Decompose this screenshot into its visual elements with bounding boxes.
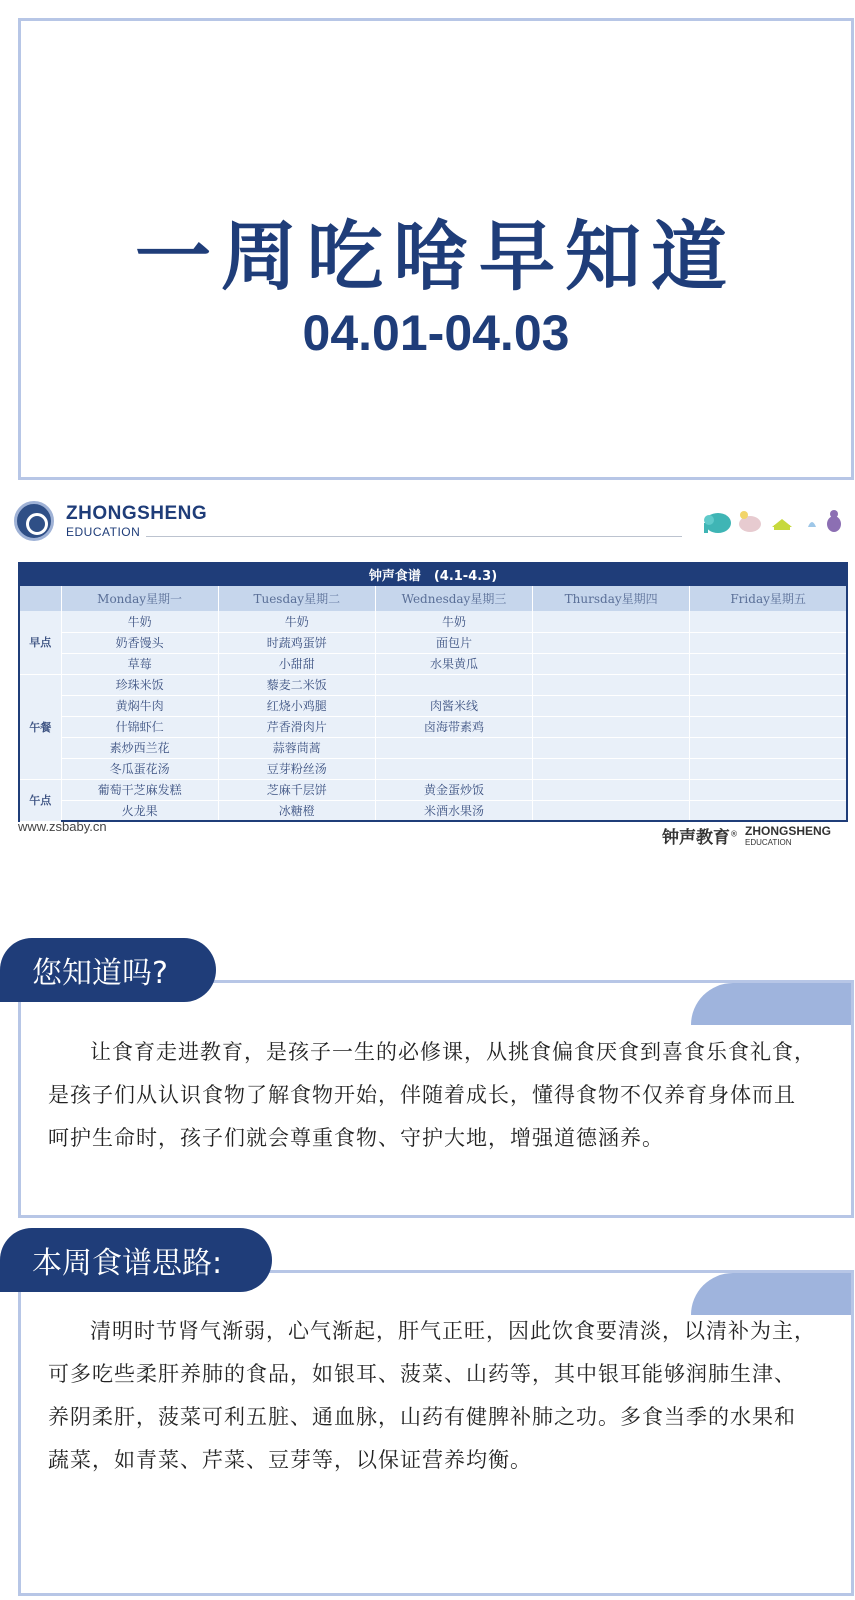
menu-cell: 水果黄瓜 xyxy=(375,653,532,674)
menu-cell: 冰糖橙 xyxy=(218,800,375,821)
menu-cell: 卤海带素鸡 xyxy=(375,716,532,737)
menu-cell: 火龙果 xyxy=(61,800,218,821)
menu-slide xyxy=(0,495,855,875)
table-row xyxy=(19,779,847,800)
menu-cell: 米酒水果汤 xyxy=(375,800,532,821)
menu-cell: 草莓 xyxy=(61,653,218,674)
did-you-know-section xyxy=(0,938,855,1223)
menu-cell xyxy=(533,737,690,758)
menu-cell: 红烧小鸡腿 xyxy=(218,695,375,716)
did-you-know-text: 让食育走进教育，是孩子一生的必修课，从挑食偏食厌食到喜食乐食礼食，是孩子们从认识食物了解食物开始，伴随着成长，懂得食物不仅养育身体而且呵护生命时，孩子们就会尊重食物、守护大地，增强道德涵养。 xyxy=(48,1040,816,1150)
section-accent xyxy=(691,983,851,1025)
table-row xyxy=(19,674,847,695)
elephant-icon xyxy=(704,513,731,533)
bird-icon xyxy=(808,522,816,527)
menu-cell xyxy=(533,611,690,632)
table-row xyxy=(19,611,847,632)
menu-cell: 牛奶 xyxy=(61,611,218,632)
footer-brand-en-name: ZHONGSHENG xyxy=(745,824,832,838)
footer-brand-en-sub: EDUCATION xyxy=(745,838,792,847)
meal-label: 午点 xyxy=(19,779,61,821)
menu-cell: 黄焖牛肉 xyxy=(61,695,218,716)
registered-mark: ® xyxy=(730,829,738,839)
animals-decoration xyxy=(700,505,850,535)
logo-emblem-icon xyxy=(14,501,54,541)
hero-card xyxy=(18,18,854,480)
menu-cell: 什锦虾仁 xyxy=(61,716,218,737)
menu-cell: 藜麦二米饭 xyxy=(218,674,375,695)
menu-cell xyxy=(690,758,847,779)
menu-cell xyxy=(533,653,690,674)
menu-cell: 黄金蛋炒饭 xyxy=(375,779,532,800)
menu-cell: 小甜甜 xyxy=(218,653,375,674)
menu-cell: 奶香馒头 xyxy=(61,632,218,653)
menu-cell xyxy=(690,716,847,737)
menu-cell xyxy=(533,632,690,653)
day-header: Monday星期一 xyxy=(61,586,218,611)
menu-cell xyxy=(690,779,847,800)
dog-icon xyxy=(772,519,792,530)
menu-title: 钟声食谱 (4.1-4.3) xyxy=(19,562,847,586)
day-header: Thursday星期四 xyxy=(533,586,690,611)
menu-cell xyxy=(690,653,847,674)
menu-cell: 牛奶 xyxy=(218,611,375,632)
menu-cell xyxy=(690,800,847,821)
menu-cell xyxy=(533,695,690,716)
website-url[interactable]: www.zsbaby.cn xyxy=(18,819,107,834)
day-header: Tuesday星期二 xyxy=(218,586,375,611)
menu-cell: 牛奶 xyxy=(375,611,532,632)
menu-cell xyxy=(690,632,847,653)
footer-brand-cn xyxy=(662,823,738,848)
footer-brand-cn-text: 钟声教育 xyxy=(662,828,730,848)
menu-cell: 面包片 xyxy=(375,632,532,653)
menu-cell: 珍珠米饭 xyxy=(61,674,218,695)
menu-cell xyxy=(690,611,847,632)
table-row xyxy=(19,695,847,716)
menu-idea-tab: 本周食谱思路: xyxy=(0,1228,272,1292)
day-header: Wednesday星期三 xyxy=(375,586,532,611)
menu-cell: 蒜蓉茼蒿 xyxy=(218,737,375,758)
menu-table xyxy=(18,562,848,822)
menu-cell: 肉酱米线 xyxy=(375,695,532,716)
sheep-icon xyxy=(739,511,761,532)
table-row xyxy=(19,716,847,737)
header-divider xyxy=(146,536,682,537)
footer-brand-en xyxy=(745,825,831,849)
did-you-know-tab: 您知道吗? xyxy=(0,938,216,1002)
menu-cell xyxy=(375,674,532,695)
brand-subtitle: EDUCATION xyxy=(66,525,141,539)
menu-cell xyxy=(533,758,690,779)
table-row xyxy=(19,800,847,821)
meal-label: 午餐 xyxy=(19,674,61,779)
menu-cell xyxy=(533,779,690,800)
day-header: Friday星期五 xyxy=(690,586,847,611)
table-row xyxy=(19,653,847,674)
menu-cell: 芝麻千层饼 xyxy=(218,779,375,800)
page-title: 一周吃啥早知道 xyxy=(135,212,737,301)
menu-cell: 素炒西兰花 xyxy=(61,737,218,758)
table-row xyxy=(19,758,847,779)
cat-icon xyxy=(827,510,841,532)
table-row xyxy=(19,632,847,653)
menu-cell: 芹香滑肉片 xyxy=(218,716,375,737)
brand-name: ZHONGSHENG xyxy=(66,503,208,524)
menu-cell xyxy=(690,674,847,695)
menu-idea-section xyxy=(0,1228,855,1600)
menu-cell: 时蔬鸡蛋饼 xyxy=(218,632,375,653)
table-row xyxy=(19,737,847,758)
menu-cell xyxy=(375,737,532,758)
date-range: 04.01-04.03 xyxy=(302,305,570,361)
meal-label: 早点 xyxy=(19,611,61,674)
menu-cell: 冬瓜蛋花汤 xyxy=(61,758,218,779)
section-accent xyxy=(691,1273,851,1315)
menu-cell xyxy=(533,674,690,695)
menu-cell: 葡萄干芝麻发糕 xyxy=(61,779,218,800)
menu-cell: 豆芽粉丝汤 xyxy=(218,758,375,779)
menu-cell xyxy=(375,758,532,779)
menu-cell xyxy=(533,800,690,821)
meal-column-header xyxy=(19,586,61,611)
menu-cell xyxy=(690,695,847,716)
menu-idea-text: 清明时节肾气渐弱，心气渐起，肝气正旺，因此饮食要清淡，以清补为主，可多吃些柔肝养肺的食品，如银耳、菠菜、山药等，其中银耳能够润肺生津、养阴柔肝，菠菜可利五脏、通血脉，山药有健脾补肺之功。多食当季的水果和蔬菜，如青菜、芹菜、豆芽等，以保证营养均衡。 xyxy=(48,1319,816,1472)
menu-cell xyxy=(533,716,690,737)
menu-cell xyxy=(690,737,847,758)
